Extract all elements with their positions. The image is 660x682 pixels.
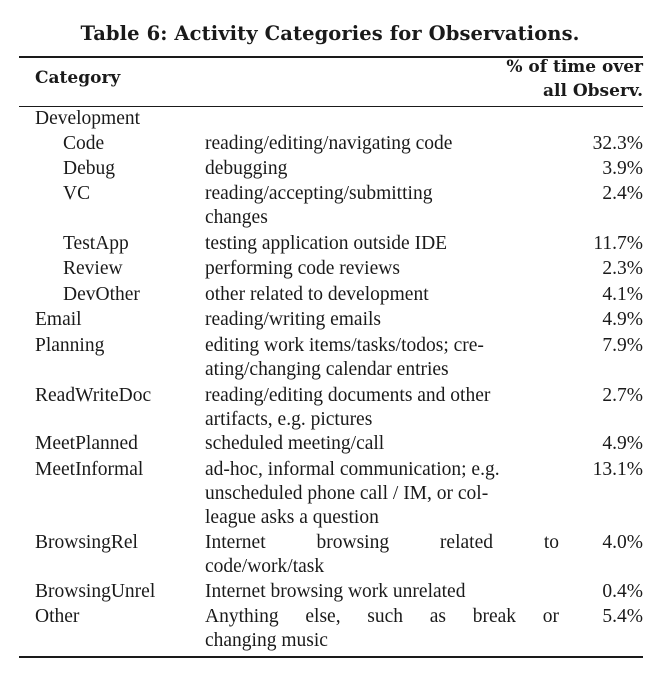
- row-category: Development: [35, 108, 141, 129]
- row-category: DevOther: [63, 284, 140, 305]
- header-category: Category: [35, 68, 121, 88]
- row-category: Review: [63, 258, 123, 279]
- table-caption: Table 6: Activity Categories for Observations.: [80, 22, 580, 45]
- row-category: Other: [35, 606, 80, 627]
- row-category: BrowsingRel: [35, 532, 138, 553]
- row-percent: 13.1%: [592, 459, 643, 480]
- row-percent: 7.9%: [602, 335, 643, 356]
- row-category: VC: [63, 183, 91, 204]
- row-percent: 4.9%: [602, 309, 643, 330]
- row-description: Anything else, such as break or: [205, 606, 559, 627]
- row-percent: 0.4%: [602, 581, 643, 602]
- row-description: testing application outside IDE: [205, 233, 448, 254]
- row-description: debugging: [205, 158, 288, 179]
- row-category: ReadWriteDoc: [35, 385, 152, 406]
- row-description: changes: [205, 207, 268, 228]
- row-category: TestApp: [63, 233, 129, 254]
- row-description: reading/accepting/submitting: [205, 183, 433, 204]
- row-description: editing work items/tasks/todos; cre-: [205, 335, 484, 356]
- row-description: Internet browsing work unrelated: [205, 581, 466, 602]
- row-category: MeetInformal: [35, 459, 144, 480]
- row-percent: 5.4%: [602, 606, 643, 627]
- row-percent: 11.7%: [593, 233, 643, 254]
- row-category: BrowsingUnrel: [35, 581, 156, 602]
- row-description: ating/changing calendar entries: [205, 359, 449, 380]
- row-description: ad-hoc, informal communication; e.g.: [205, 459, 500, 480]
- row-description: league asks a question: [205, 507, 379, 528]
- row-description: performing code reviews: [205, 258, 400, 279]
- row-description: reading/editing/navigating code: [205, 133, 453, 154]
- row-description: changing music: [205, 630, 328, 651]
- row-percent: 2.4%: [602, 183, 643, 204]
- row-percent: 32.3%: [592, 133, 643, 154]
- row-percent: 2.7%: [602, 385, 643, 406]
- row-category: Email: [35, 309, 82, 330]
- row-percent: 2.3%: [602, 258, 643, 279]
- row-percent: 4.9%: [602, 433, 643, 454]
- row-percent: 3.9%: [602, 158, 643, 179]
- row-description: reading/writing emails: [205, 309, 381, 330]
- row-category: Planning: [35, 335, 105, 356]
- row-percent: 4.0%: [602, 532, 643, 553]
- row-description: unscheduled phone call / IM, or col-: [205, 483, 489, 504]
- row-category: Code: [63, 133, 105, 154]
- row-description: code/work/task: [205, 556, 325, 577]
- row-description: Internet browsing related to: [205, 532, 559, 553]
- row-category: MeetPlanned: [35, 433, 138, 454]
- row-percent: 4.1%: [602, 284, 643, 305]
- header-percent-line1: % of time over: [506, 57, 643, 77]
- bottom-rule: [19, 656, 643, 658]
- row-description: reading/editing documents and other: [205, 385, 491, 406]
- header-percent-line2: all Observ.: [543, 81, 643, 101]
- row-description: artifacts, e.g. pictures: [205, 409, 373, 430]
- row-description: other related to development: [205, 284, 429, 305]
- row-category: Debug: [63, 158, 115, 179]
- row-description: scheduled meeting/call: [205, 433, 385, 454]
